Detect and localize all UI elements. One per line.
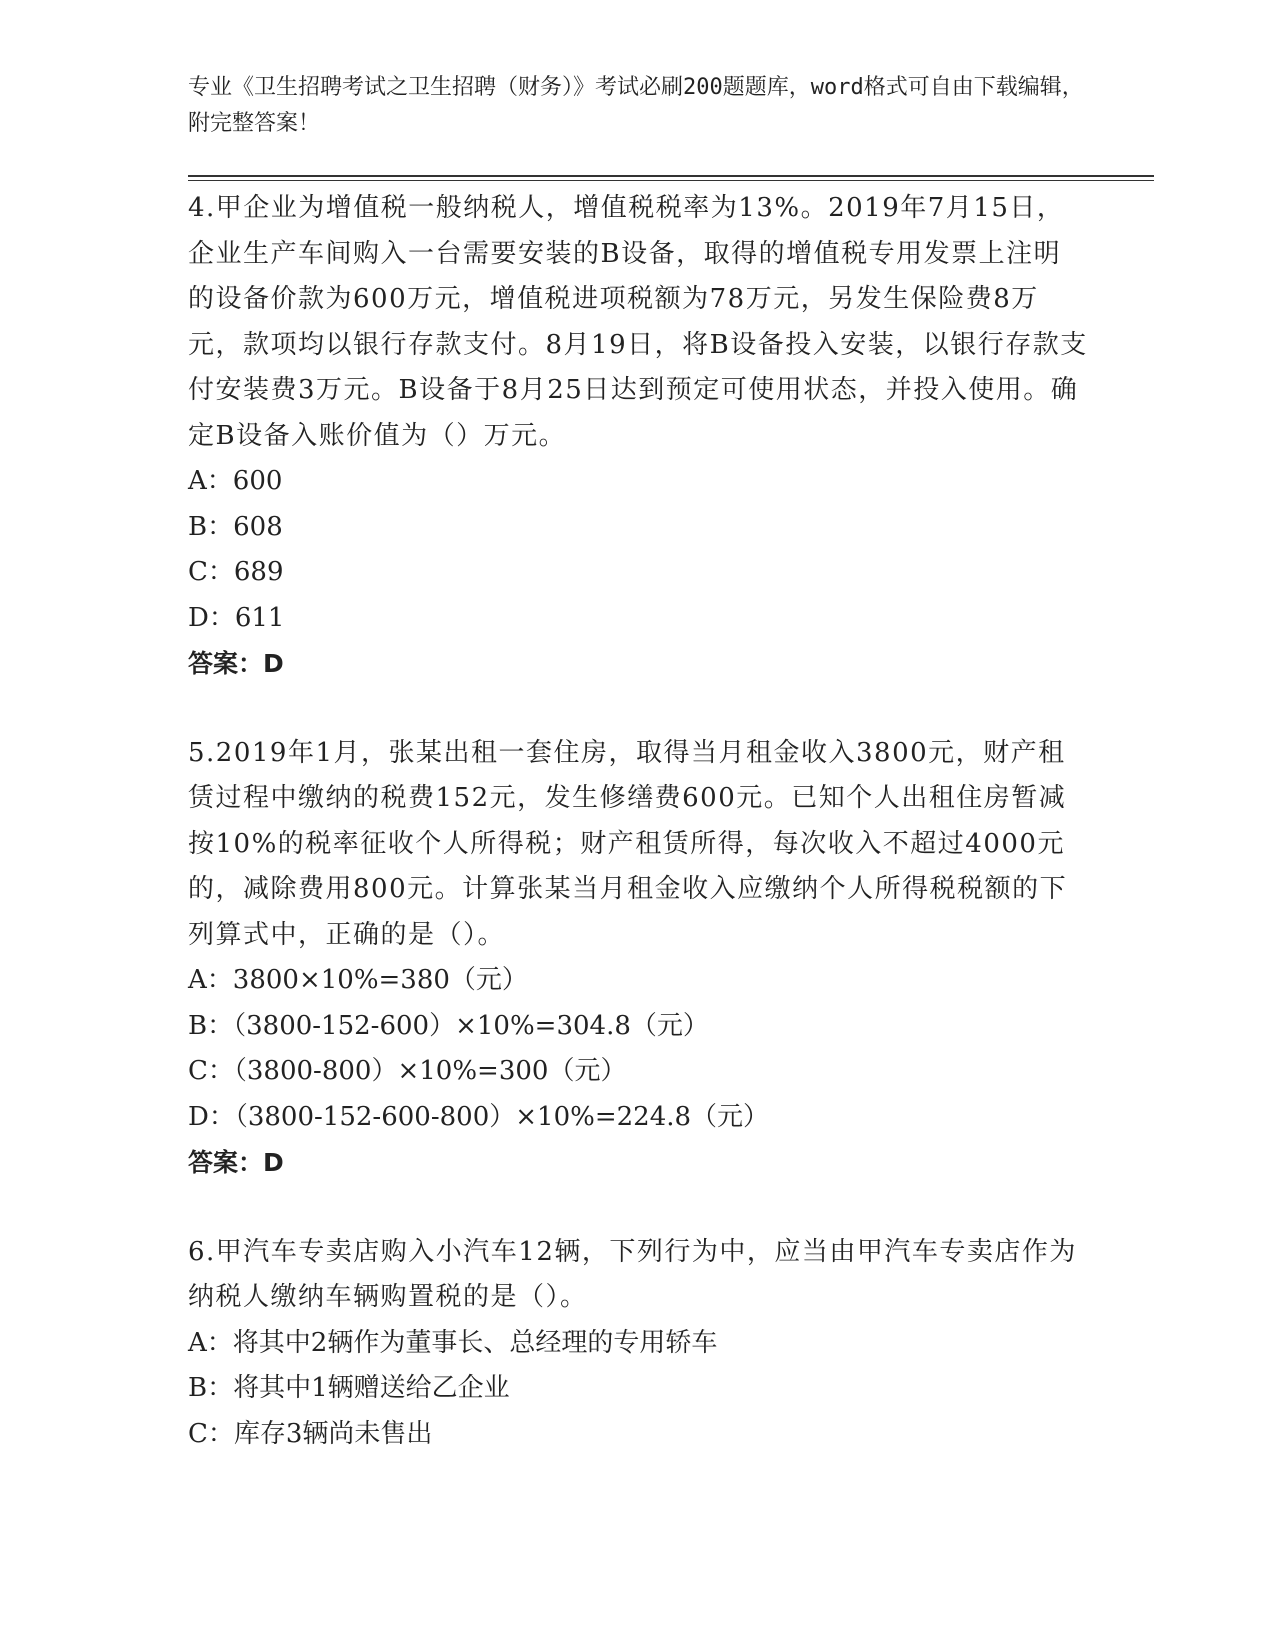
question-5 (188, 731, 1088, 1186)
question-text: 4.甲企业为增值税一般纳税人，增值税税率为13%。2019年7月15日，企业生产车间购入一台需要安装的B设备，取得的增值税专用发票上注明的设备价款为600万元，增值税进项税额为78万元，另发生保险费8万元，款项均以银行存款支付。8月19日，将B设备投入安装，以银行存款支付安装费3万元。B设备于8月25日达到预定可使用状态，并投入使用。确定B设备入账价值为（）万元。 (188, 193, 1088, 451)
question-spacer (188, 1186, 1088, 1230)
question-6 (188, 1230, 1088, 1458)
option-a: A：3800×10%=380（元） (188, 965, 528, 995)
document-header: 专业《卫生招聘考试之卫生招聘（财务）》考试必刷200题题库，word格式可自由下载编辑，附完整答案！ (188, 75, 1084, 136)
question-spacer (188, 687, 1088, 731)
option-b: B：将其中1辆赠送给乙企业 (188, 1373, 510, 1403)
option-c: C：库存3辆尚未售出 (188, 1418, 433, 1449)
question-text: 5.2019年1月，张某出租一套住房，取得当月租金收入3800元，财产租赁过程中缴纳的税费152元，发生修缮费600元。已知个人出租住房暂减按10%的税率征收个人所得税；财产租赁所得，每次收入不超过4000元的，减除费用800元。计算张某当月租金收入应缴纳个人所得税税额的下列算式中，正确的是（）。 (188, 737, 1068, 950)
question-list (188, 186, 1088, 1457)
option-b: B：（3800-152-600）×10%=304.8（元） (188, 1010, 709, 1041)
answer-label: 答案：D (188, 1148, 284, 1177)
option-a: A：将其中2辆作为董事长、总经理的专用轿车 (188, 1327, 718, 1358)
question-text: 6.甲汽车专卖店购入小汽车12辆，下列行为中，应当由甲汽车专卖店作为纳税人缴纳车辆购置税的是（）。 (188, 1236, 1077, 1312)
option-a: A：600 (188, 466, 283, 496)
answer-label: 答案：D (188, 649, 284, 678)
option-c: C：（3800-800）×10%=300（元） (188, 1056, 627, 1086)
option-c: C：689 (188, 557, 284, 587)
question-4 (188, 186, 1088, 687)
option-d: D：（3800-152-600-800）×10%=224.8（元） (188, 1101, 770, 1132)
option-d: D：611 (188, 602, 285, 633)
option-b: B：608 (188, 511, 283, 542)
header-divider (188, 175, 1154, 177)
